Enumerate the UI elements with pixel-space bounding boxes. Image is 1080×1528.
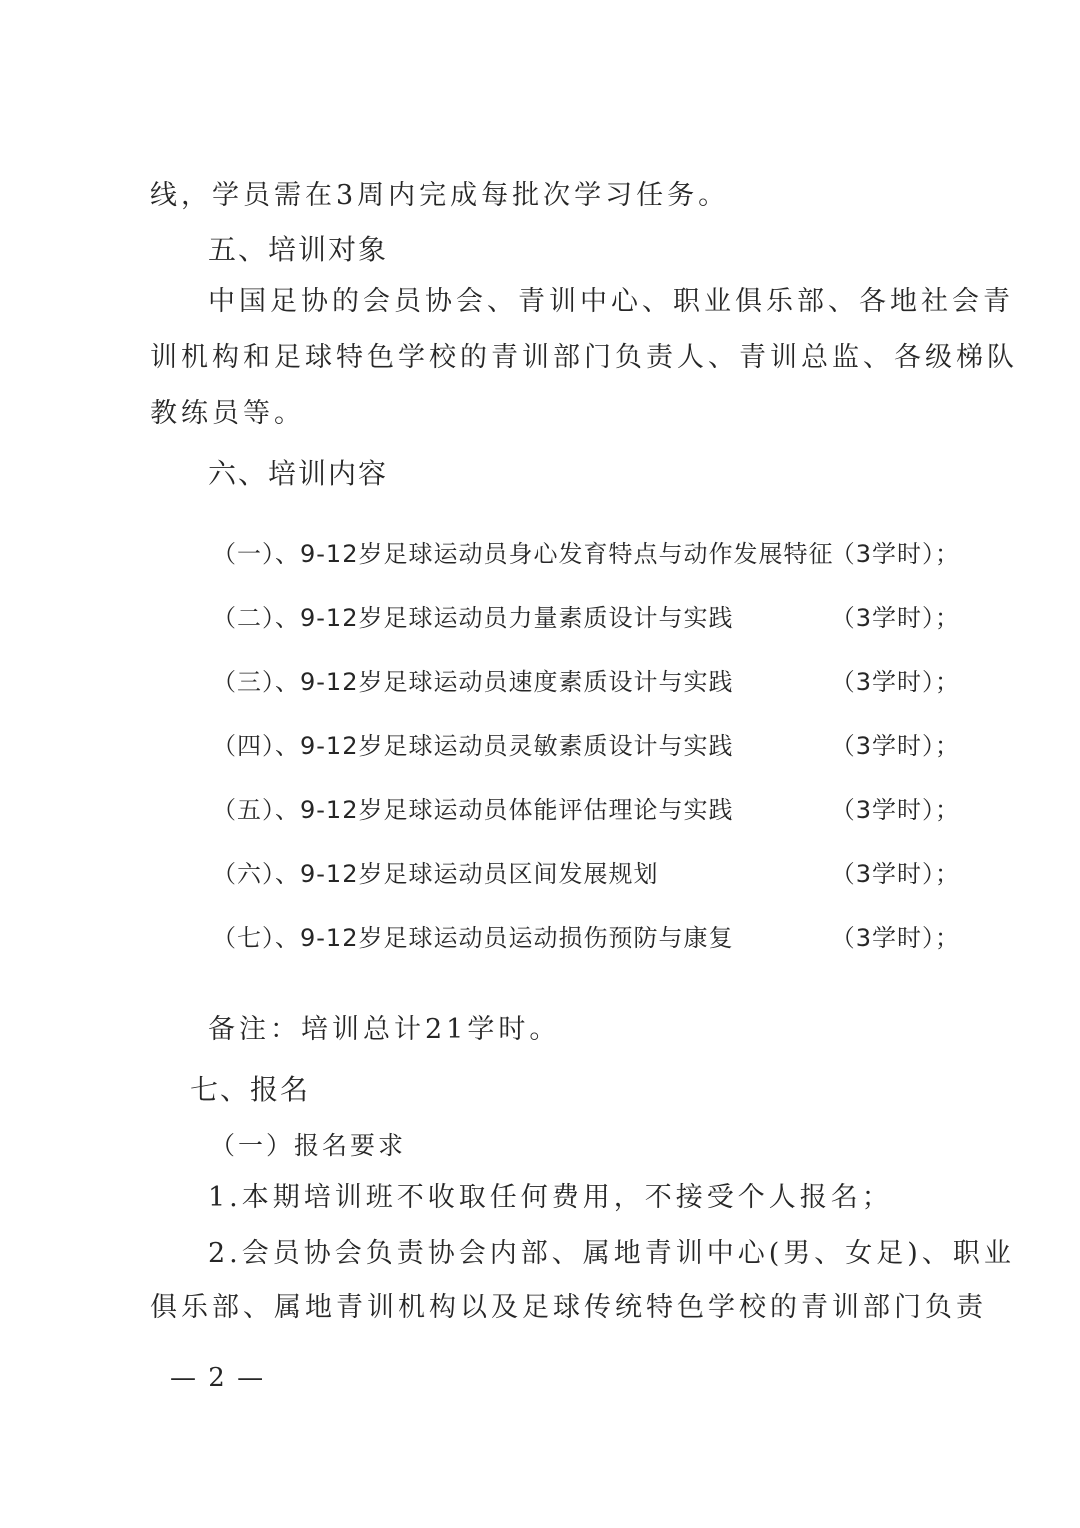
course-item-hours: （3学时）； — [830, 540, 960, 568]
course-item-title: （五）、9-12岁足球运动员体能评估理论与实践 — [212, 796, 734, 824]
course-item — [212, 792, 960, 828]
course-item — [212, 920, 960, 956]
course-item — [212, 728, 960, 764]
course-item — [212, 664, 960, 700]
course-item-title: （四）、9-12岁足球运动员灵敏素质设计与实践 — [212, 732, 734, 760]
section-heading-training-targets: 五、培训对象 — [208, 233, 389, 266]
course-item-title: （六）、9-12岁足球运动员区间发展规划 — [212, 860, 659, 888]
subheading-registration-requirements: （一）报名要求 — [210, 1131, 407, 1160]
body-text-line: 线，学员需在3周内完成每批次学习任务。 — [150, 180, 730, 211]
course-item-hours: （3学时）； — [830, 924, 960, 952]
course-item — [212, 856, 960, 892]
course-item-title: （三）、9-12岁足球运动员速度素质设计与实践 — [212, 668, 734, 696]
course-item-hours: （3学时）； — [830, 796, 960, 824]
body-text-line: 2.会员协会负责协会内部、属地青训中心(男、女足)、职业 — [208, 1238, 1015, 1269]
course-item-title: （一）、9-12岁足球运动员身心发育特点与动作发展特征 — [212, 540, 834, 568]
course-item — [212, 600, 960, 636]
body-text-line: 训机构和足球特色学校的青训部门负责人、青训总监、各级梯队 — [150, 342, 1018, 373]
course-item-hours: （3学时）； — [830, 668, 960, 696]
course-item-hours: （3学时）； — [830, 604, 960, 632]
body-text-line: 1.本期培训班不收取任何费用，不接受个人报名； — [208, 1182, 893, 1213]
course-item-title: （二）、9-12岁足球运动员力量素质设计与实践 — [212, 604, 734, 632]
course-item-hours: （3学时）； — [830, 860, 960, 888]
course-item-title: （七）、9-12岁足球运动员运动损伤预防与康复 — [212, 924, 734, 952]
section-heading-training-content: 六、培训内容 — [208, 457, 389, 490]
section-heading-registration: 七、报名 — [190, 1073, 311, 1106]
course-item — [212, 536, 960, 572]
remark-note: 备注：培训总计21学时。 — [208, 1014, 561, 1045]
body-text-line: 教练员等。 — [150, 398, 305, 429]
body-text-line: 中国足协的会员协会、青训中心、职业俱乐部、各地社会青 — [208, 286, 1014, 317]
page-number: — 2 — — [170, 1363, 266, 1393]
body-text-line: 俱乐部、属地青训机构以及足球传统特色学校的青训部门负责 — [150, 1292, 987, 1323]
course-item-hours: （3学时）； — [830, 732, 960, 760]
